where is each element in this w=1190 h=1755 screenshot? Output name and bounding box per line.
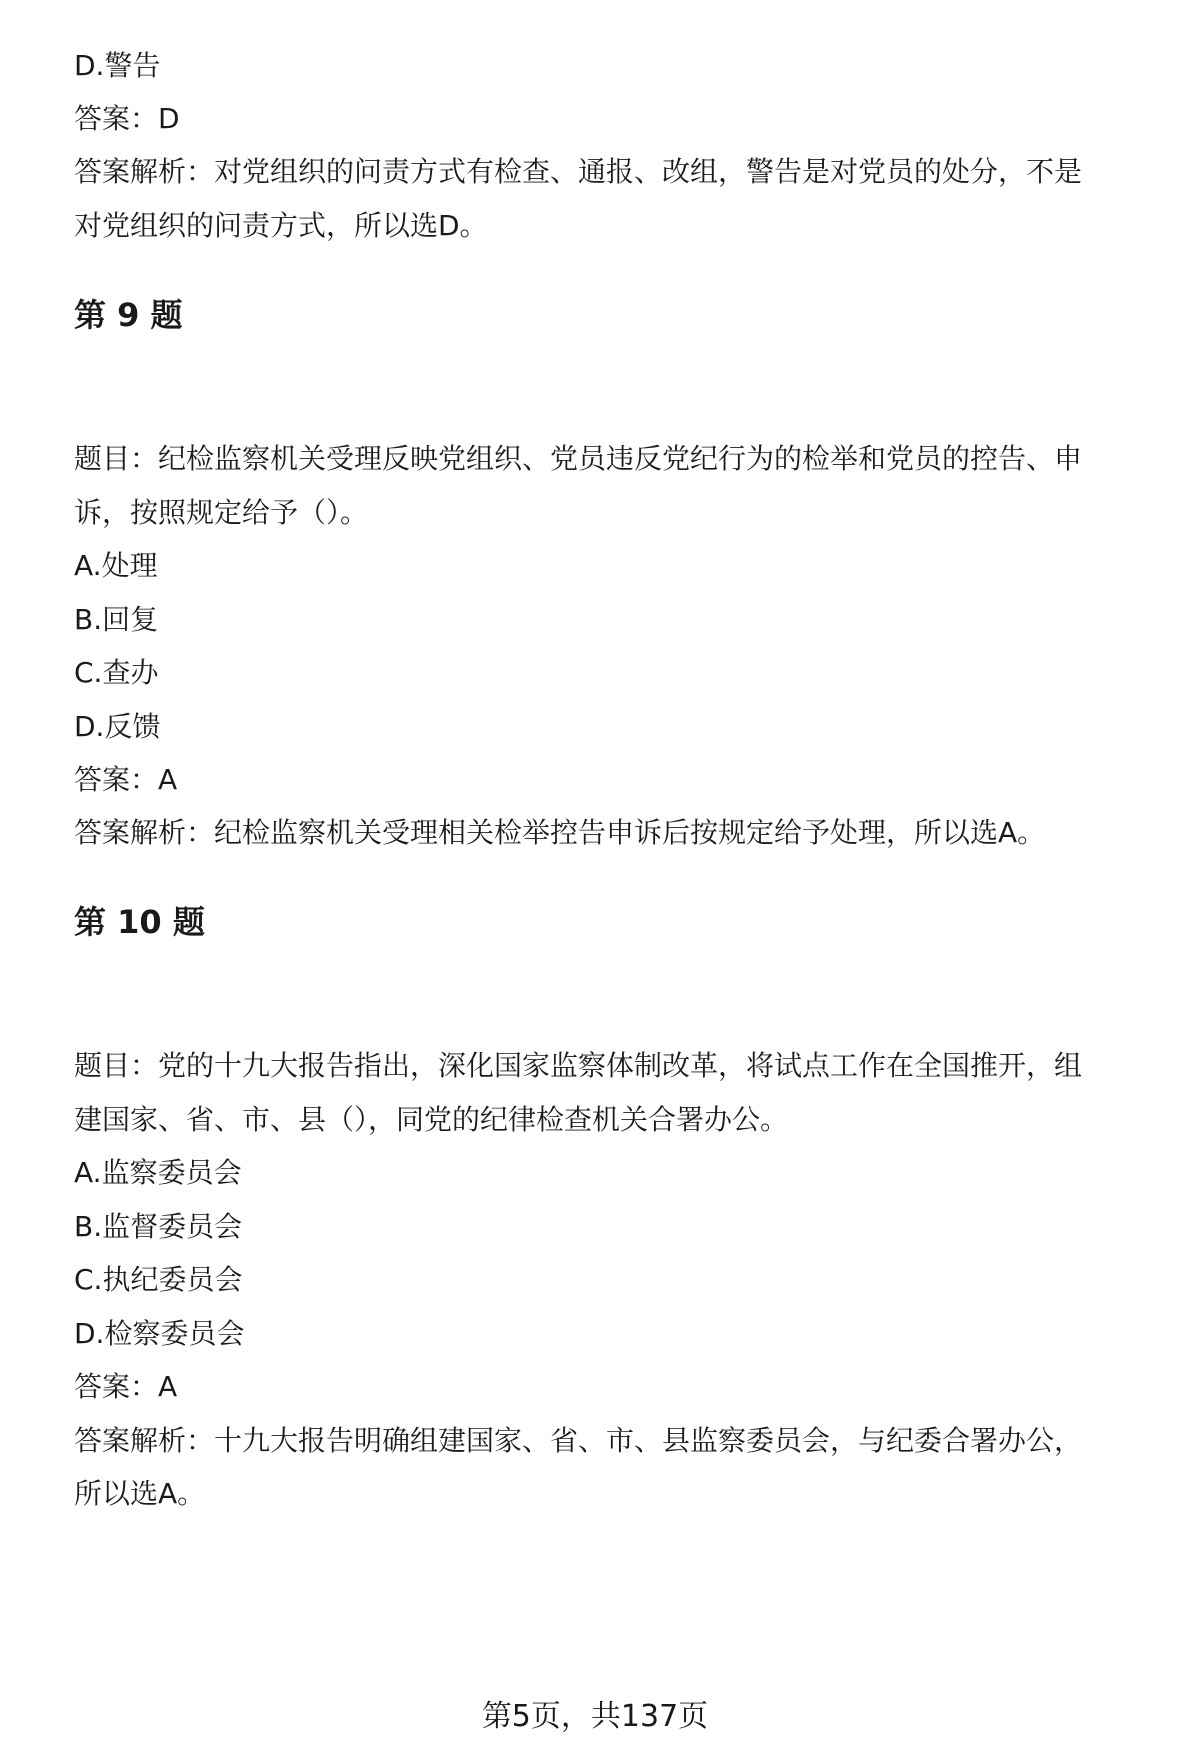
prev-analysis-line-1: 答案解析：对党组织的问责方式有检查、通报、改组，警告是对党员的处分，不是 xyxy=(74,155,1083,188)
q10-option-d: D.检察委员会 xyxy=(74,1317,245,1350)
q10-option-a: A.监察委员会 xyxy=(74,1156,242,1189)
prev-option-d: D.警告 xyxy=(74,49,161,82)
q9-option-b: B.回复 xyxy=(74,603,159,636)
q9-option-d: D.反馈 xyxy=(74,710,161,743)
q10-answer: 答案：A xyxy=(74,1370,178,1403)
q9-heading: 第 9 题 xyxy=(74,296,183,334)
prev-analysis-line-2: 对党组织的问责方式，所以选D。 xyxy=(74,209,488,242)
page-number: 第5页，共137页 xyxy=(481,1699,709,1734)
q9-option-c: C.查办 xyxy=(74,656,159,689)
q10-stem-line-2: 建国家、省、市、县（），同党的纪律检查机关合署办公。 xyxy=(74,1103,789,1136)
q10-heading: 第 10 题 xyxy=(74,903,205,941)
q10-option-c: C.执纪委员会 xyxy=(74,1263,243,1296)
q10-option-b: B.监督委员会 xyxy=(74,1210,243,1243)
q10-analysis-line-2: 所以选A。 xyxy=(74,1477,206,1510)
q9-analysis: 答案解析：纪检监察机关受理相关检举控告申诉后按规定给予处理，所以选A。 xyxy=(74,816,1046,849)
q9-stem-line-1: 题目：纪检监察机关受理反映党组织、党员违反党纪行为的检举和党员的控告、申 xyxy=(74,442,1083,475)
q9-stem-line-2: 诉，按照规定给予（）。 xyxy=(74,496,369,529)
q9-option-a: A.处理 xyxy=(74,549,158,582)
q10-stem-line-1: 题目：党的十九大报告指出，深化国家监察体制改革，将试点工作在全国推开，组 xyxy=(74,1049,1083,1082)
q9-answer: 答案：A xyxy=(74,763,178,796)
prev-answer: 答案：D xyxy=(74,102,180,135)
q10-analysis-line-1: 答案解析：十九大报告明确组建国家、省、市、县监察委员会，与纪委合署办公， xyxy=(74,1424,1083,1457)
